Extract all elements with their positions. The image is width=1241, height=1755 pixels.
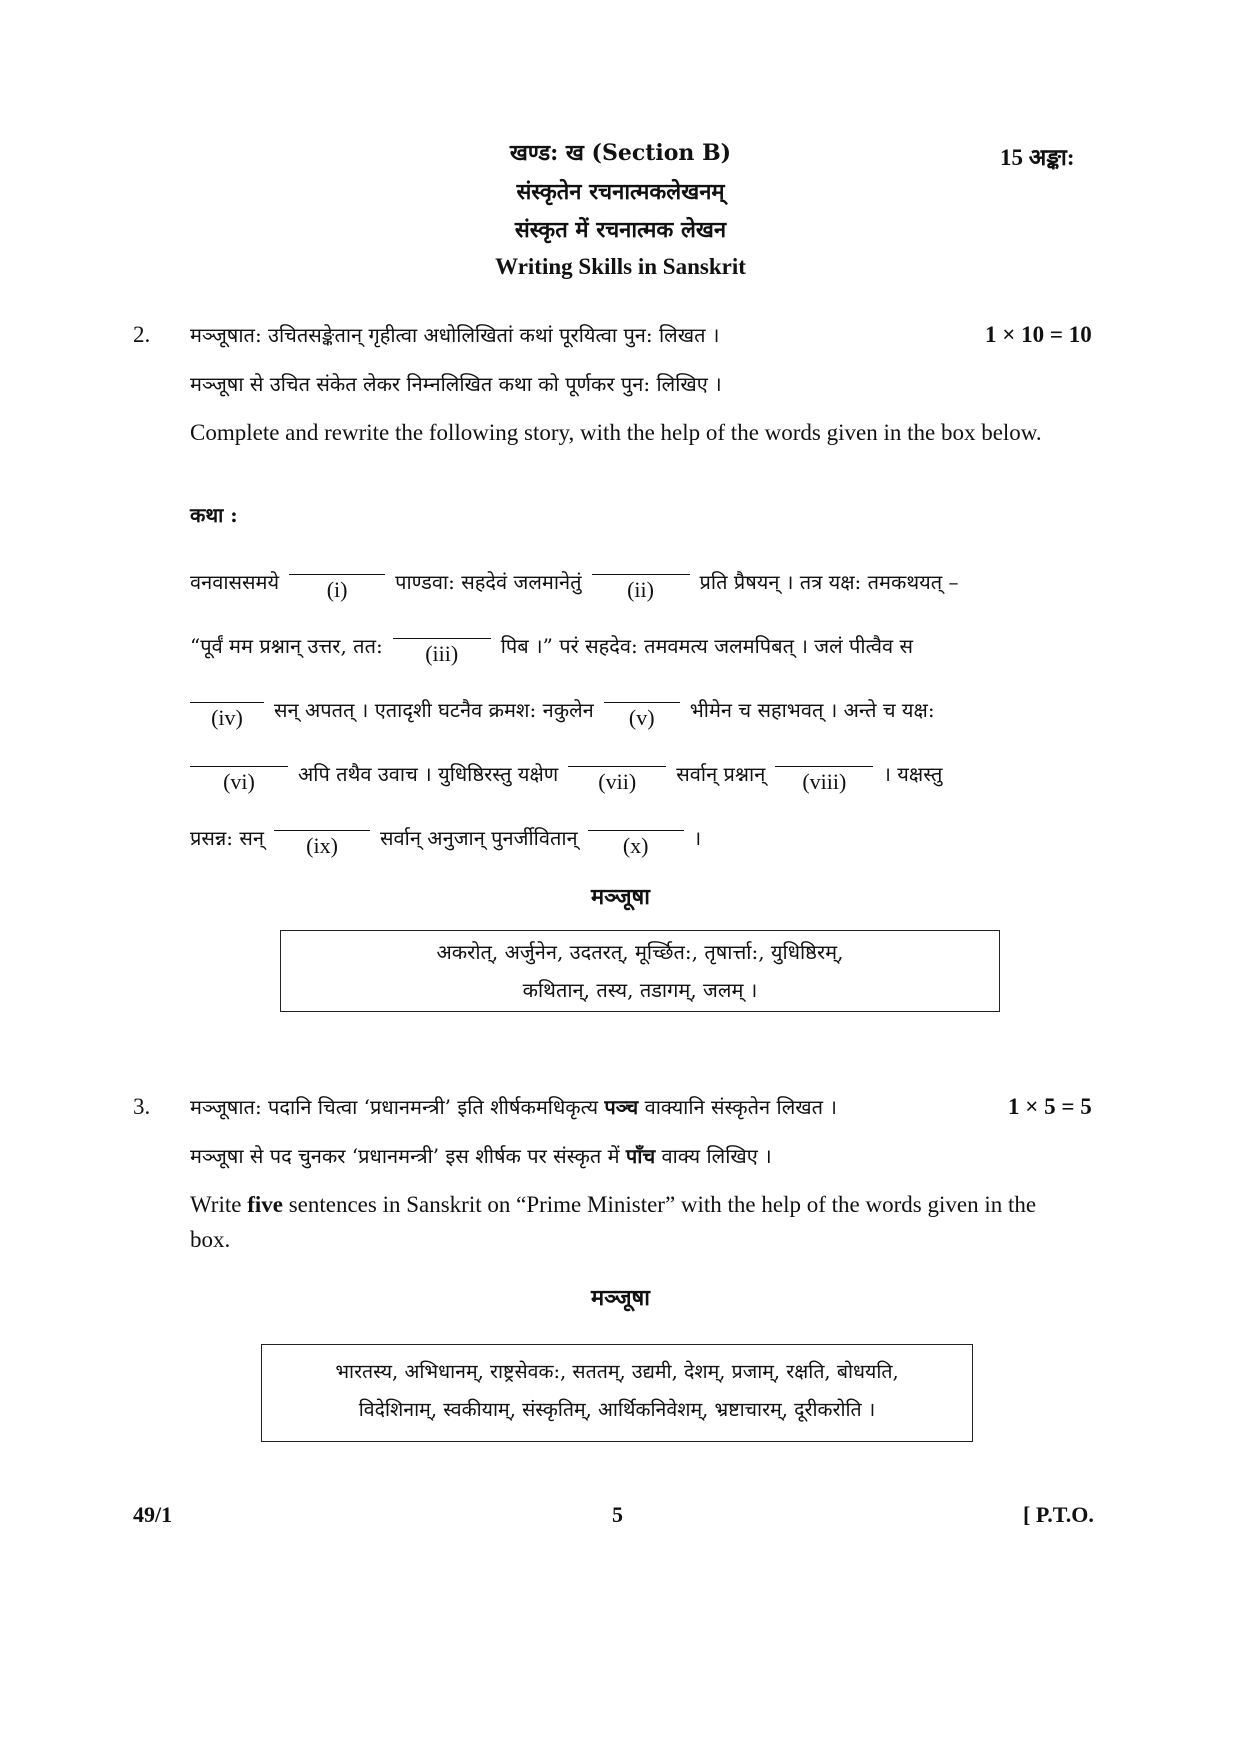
story-text: पिब ।” परं सहदेव: तमवमत्य जलमपिबत् । जलं पीत्वैव स bbox=[500, 634, 913, 658]
blank-1 bbox=[289, 574, 385, 602]
q3-hindi-text-end: वाक्य लिखिए । bbox=[661, 1144, 772, 1168]
q2-box-line-1: अकरोत्, अर्जुनेन, उदतरत्, मूर्च्छित:, तृषार्त्ता:, युधिष्ठिरम्, bbox=[436, 940, 844, 964]
q3-box-line-2: विदेशिनाम्, स्वकीयाम्, संस्कृतिम्, आर्थिकनिवेशम्, भ्रष्टाचारम्, दूरीकरोति । bbox=[358, 1398, 876, 1421]
q3-box-line-1: भारतस्य, अभिधानम्, राष्ट्रसेवक:, सततम्, उद्यमी, देशम्, प्रजाम्, रक्षति, बोधयति, bbox=[335, 1360, 899, 1383]
blank-10 bbox=[588, 830, 684, 858]
q3-sanskrit-text: मञ्जूषात: पदानि चित्वा ‘प्रधानमन्त्री’ इति शीर्षकमधिकृत्य bbox=[190, 1095, 599, 1119]
section-subtitle-sanskrit: संस्कृतेन रचनात्मकलेखनम् bbox=[516, 179, 725, 205]
story-text: । bbox=[693, 826, 702, 850]
q3-instruction-english bbox=[190, 1187, 1070, 1257]
blank-5 bbox=[604, 702, 680, 730]
story-line-4 bbox=[190, 760, 943, 794]
story-text: सर्वान् अनुजान् पुनर्जीवितान् bbox=[380, 826, 578, 850]
section-title-text: खण्ड: ख (Section B) bbox=[509, 140, 732, 166]
q2-instruction-english: Complete and rewrite the following story, with the help of the words given in the box below. bbox=[190, 420, 1042, 445]
story-text: प्रति प्रैषयन् । तत्र यक्ष: तमकथयत् – bbox=[699, 570, 959, 594]
q2-instruction-sanskrit: मञ्जूषात: उचितसङ्केतान् गृहीत्वा अधोलिखितां कथां पूरयित्वा पुन: लिखत । bbox=[190, 323, 720, 347]
blank-8 bbox=[775, 766, 873, 794]
story-line-3 bbox=[190, 696, 935, 730]
blank-2 bbox=[592, 574, 690, 602]
q2-box-title: मञ्जूषा bbox=[591, 884, 650, 910]
story-line-2 bbox=[190, 632, 913, 666]
story-text: “पूर्वं मम प्रश्नान् उत्तर, तत: bbox=[190, 634, 383, 658]
footer-page-number: 5 bbox=[612, 1502, 623, 1527]
blank-3 bbox=[393, 638, 491, 666]
q3-box-title: मञ्जूषा bbox=[591, 1285, 650, 1311]
story-text: । यक्षस्तु bbox=[883, 762, 943, 786]
story-text: भीमेन च सहाभवत् । अन्ते च यक्ष: bbox=[689, 698, 935, 722]
q3-english-bold: five bbox=[247, 1192, 283, 1217]
q3-hindi-text: मञ्जूषा से पद चुनकर ‘प्रधानमन्त्री’ इस शीर्षक पर संस्कृत में bbox=[190, 1144, 620, 1168]
story-text: सर्वान् प्रश्नान् bbox=[676, 762, 766, 786]
q2-box-line-2: कथितान्, तस्य, तडागम्, जलम् । bbox=[522, 978, 758, 1002]
q3-marks: 1 × 5 = 5 bbox=[1008, 1094, 1092, 1119]
q2-number: 2. bbox=[133, 322, 151, 347]
footer-paper-code: 49/1 bbox=[133, 1502, 173, 1527]
q3-instruction-sanskrit bbox=[190, 1092, 837, 1122]
blank-label: (vi) bbox=[223, 769, 255, 794]
q3-english-text: Write bbox=[190, 1192, 242, 1217]
story-text: सन् अपतत् । एतादृशी घटनैव क्रमश: नकुलेन bbox=[274, 698, 594, 722]
story-text: वनवाससमये bbox=[190, 570, 280, 594]
story-line-5 bbox=[190, 824, 702, 858]
blank-9 bbox=[274, 830, 370, 858]
blank-label: (ii) bbox=[627, 577, 654, 602]
q3-number: 3. bbox=[133, 1094, 151, 1119]
q3-sanskrit-text-end: वाक्यानि संस्कृतेन लिखत । bbox=[644, 1095, 837, 1119]
blank-label: (iv) bbox=[211, 705, 243, 730]
footer-pto: [ P.T.O. bbox=[1023, 1502, 1094, 1527]
story-text: प्रसन्न: सन् bbox=[190, 826, 265, 850]
section-subtitle-hindi: संस्कृत में रचनात्मक लेखन bbox=[514, 217, 727, 243]
blank-label: (i) bbox=[326, 577, 348, 602]
q2-instruction-hindi: मञ्जूषा से उचित संकेत लेकर निम्नलिखित कथा को पूर्णकर पुन: लिखिए । bbox=[190, 372, 722, 396]
story-text: अपि तथैव उवाच । युधिष्ठिरस्तु यक्षेण bbox=[298, 762, 559, 786]
q2-marks: 1 × 10 = 10 bbox=[985, 322, 1092, 347]
q3-english-text-end: sentences in Sanskrit on “Prime Minister” with the help of the words given in the box. bbox=[190, 1192, 1037, 1252]
q2-story-label: कथा : bbox=[190, 503, 238, 527]
q3-hindi-bold: पाँच bbox=[625, 1144, 656, 1168]
section-marks: 15 अङ्का: bbox=[1000, 145, 1075, 170]
q3-instruction-hindi bbox=[190, 1141, 772, 1171]
q3-word-box bbox=[261, 1344, 973, 1442]
blank-label: (viii) bbox=[802, 769, 847, 794]
q2-word-box bbox=[280, 930, 1000, 1012]
blank-4 bbox=[190, 702, 264, 730]
blank-label: (vii) bbox=[598, 769, 637, 794]
section-subtitle-english: Writing Skills in Sanskrit bbox=[495, 254, 746, 279]
blank-label: (v) bbox=[628, 705, 655, 730]
blank-label: (x) bbox=[622, 833, 649, 858]
story-line-1 bbox=[190, 568, 959, 602]
q3-sanskrit-bold: पञ्च bbox=[604, 1095, 639, 1119]
blank-label: (iii) bbox=[425, 641, 459, 666]
blank-6 bbox=[190, 766, 288, 794]
blank-label: (ix) bbox=[306, 833, 338, 858]
blank-7 bbox=[568, 766, 666, 794]
story-text: पाण्डवा: सहदेवं जलमानेतुं bbox=[395, 570, 582, 594]
